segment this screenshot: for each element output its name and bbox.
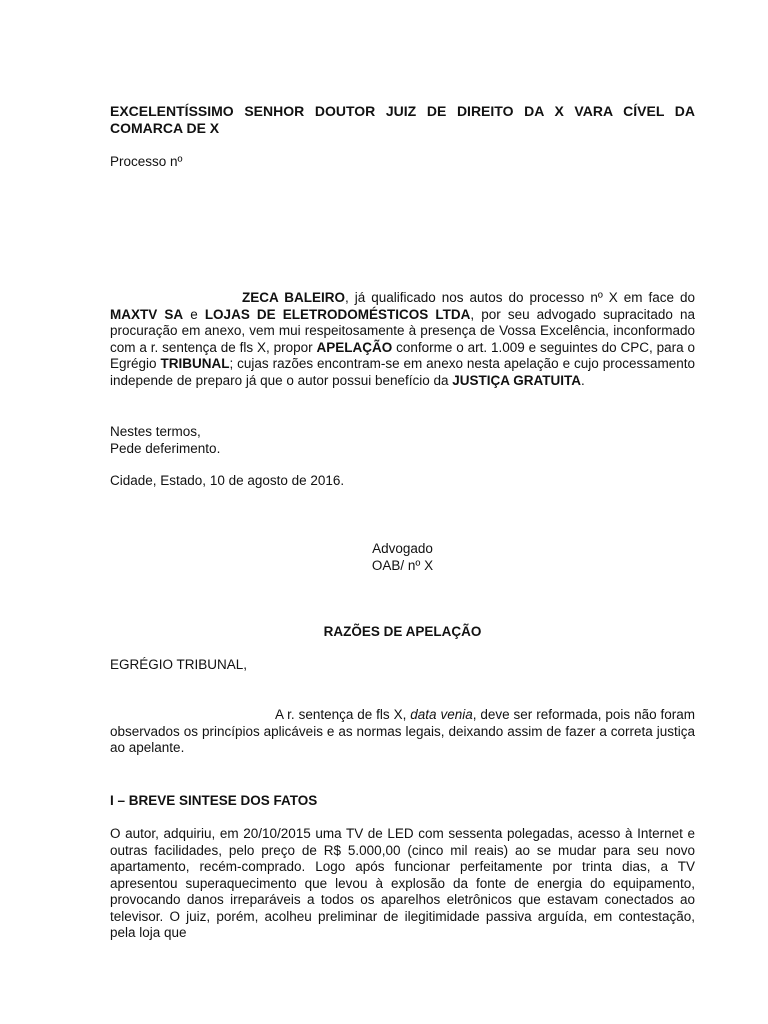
intro-paragraph xyxy=(110,290,695,389)
closing-block xyxy=(110,424,695,457)
section-title-fatos: I – BREVE SINTESE DOS FATOS xyxy=(110,793,318,808)
intro-text-1: , já qualificado nos autos do processo nº X em face do xyxy=(345,290,695,305)
document-header: EXCELENTÍSSIMO SENHOR DOUTOR JUIZ DE DIREITO DA X VARA CÍVEL DA COMARCA DE X xyxy=(110,103,695,136)
signature-name: Advogado xyxy=(372,541,433,556)
sentenca-paragraph xyxy=(110,707,695,757)
intro-text-2: e xyxy=(183,306,205,322)
defendant-2: LOJAS DE ELETRODOMÉSTICOS LTDA xyxy=(204,306,471,322)
tribunal-term: TRIBUNAL xyxy=(160,356,230,371)
closing-line-1: Nestes termos, xyxy=(110,424,201,439)
intro-text-3: , por seu advogado supracitado na procuração em anexo, vem mui respeitosamente à presença de Vossa Excelência, inconformado com a r. sentença de fls X, propor xyxy=(110,306,695,355)
sentenca-text-1: A r. sentença de fls X, xyxy=(275,707,411,722)
processo-label: Processo nº xyxy=(110,154,183,169)
signature-oab: OAB/ nº X xyxy=(371,557,434,573)
closing-line-2: Pede deferimento. xyxy=(110,440,221,456)
defendant-1: MAXTV SA xyxy=(110,306,184,322)
intro-text-6: . xyxy=(581,372,585,388)
sentenca-text-2: , deve ser reformada, pois não foram observados os princípios aplicáveis e as normas legais, deixando assim de fazer a correta justiça ao apelante. xyxy=(110,707,696,755)
appellant-name: ZECA BALEIRO xyxy=(242,290,345,305)
sentenca-italic: data venia xyxy=(410,707,473,722)
fatos-paragraph: O autor, adquiriu, em 20/10/2015 uma TV de LED com sessenta polegadas, acesso à Internet e outras facilidades, pelo preço de R$ 5.000,00 (cinco mil reais) ao se mudar para seu novo apartamento, recém-comprado. Logo após funcionar perfeitamente por trinta dias, a TV apresentou superaquecimento que levou à explosão da fonte de energia do equipamento, provocando danos irreparáveis a todos os aparelhos eletrônicos que estavam conectados ao televisor. O juiz, porém, acolheu preliminar de ilegitimidade passiva arguída, em contestação, pela loja que xyxy=(110,826,695,940)
document-date: Cidade, Estado, 10 de agosto de 2016. xyxy=(110,473,345,488)
appeal-term: APELAÇÃO xyxy=(316,339,393,355)
intro-text-5: ; cujas razões encontram-se em anexo nesta apelação e cujo processamento independe de preparo já que o autor possui benefício da xyxy=(110,356,695,388)
justica-gratuita-term: JUSTIÇA GRATUITA xyxy=(452,372,582,388)
egregio-salutation: EGRÉGIO TRIBUNAL, xyxy=(110,657,248,672)
razoes-title: RAZÕES DE APELAÇÃO xyxy=(323,624,482,639)
intro-text-4: conforme o art. 1.009 e seguintes do CPC, para o Egrégio xyxy=(110,339,695,371)
signature-block xyxy=(110,541,695,574)
